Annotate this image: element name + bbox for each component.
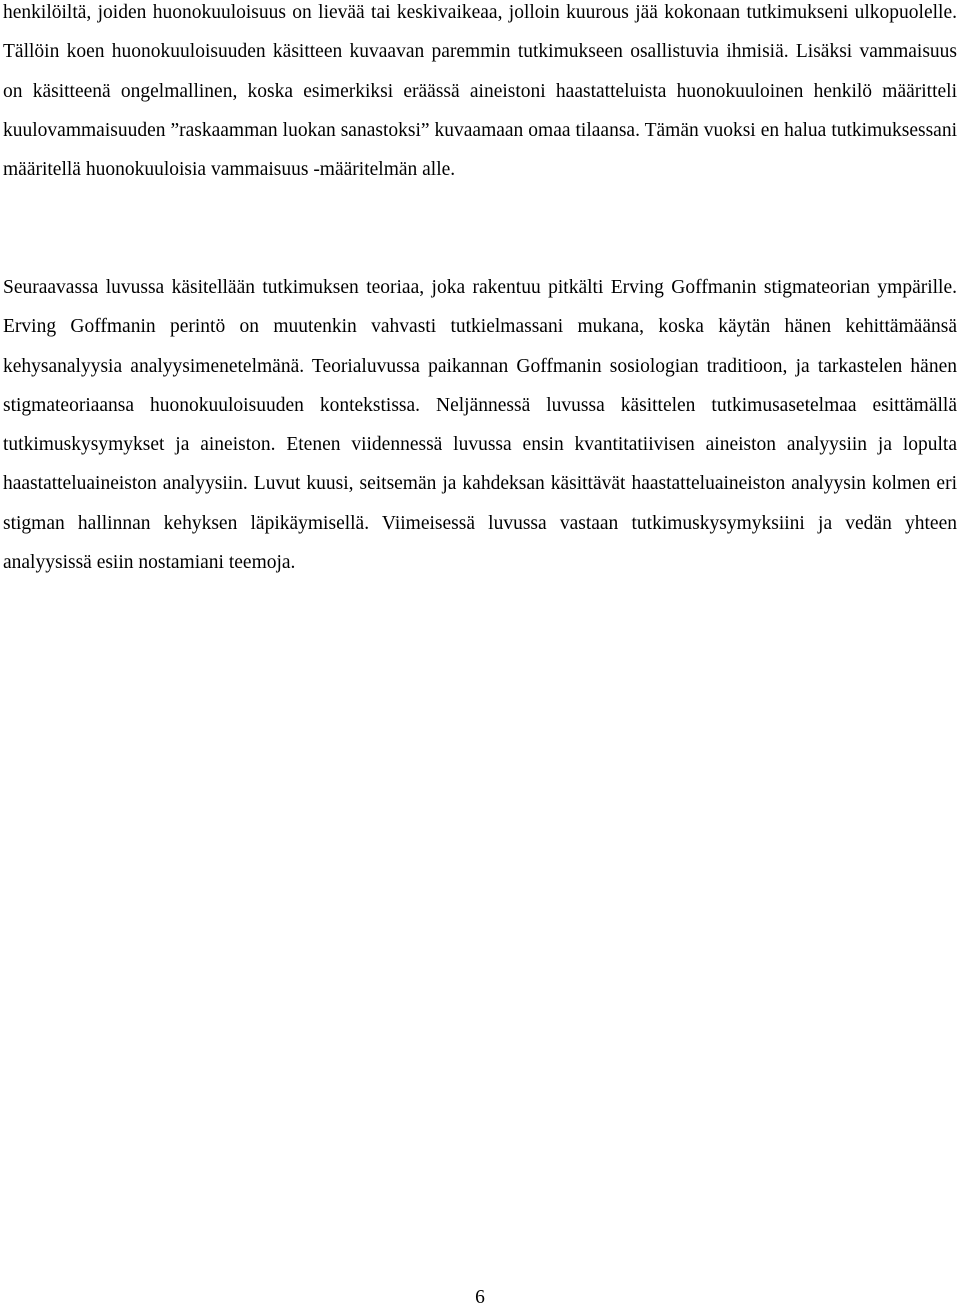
body-paragraph-1: henkilöiltä, joiden huonokuuloisuus on lievää tai keskivaikeaa, jolloin kuurous jää kokonaan tutkimukseni ulkopuolelle. Tällöin koen huonokuuloisuuden käsitteen kuvaavan paremmin tutkimukseen osallistuvia ihmisiä. Lisäksi vammaisuus on käsitteenä ongelmallinen, koska esimerkiksi eräässä aineistoni haastatteluista huonokuuloinen henkilö määritteli kuulovammaisuuden ”raskaamman luokan sanastoksi” kuvaamaan omaa tilaansa. Tämän vuoksi en halua tutkimuksessani määritellä huonokuuloisia vammaisuus -määritelmän alle. (3, 2, 957, 181)
body-paragraph-2: Seuraavassa luvussa käsitellään tutkimuksen teoriaa, joka rakentuu pitkälti Erving Goffmanin stigmateorian ympärille. Erving Goffmanin perintö on muutenkin vahvasti tutkielmassani mukana, koska käytän hänen kehittämäänsä kehysanalyysia analyysimenetelmänä. Teorialuvussa paikannan Goffmanin sosiologian traditioon, ja tarkastelen hänen stigmateoriaansa huonokuuloisuuden kontekstissa. Neljännessä luvussa käsittelen tutkimusasetelmaa esittämällä tutkimuskysymykset ja aineiston. Etenen viidennessä luvussa ensin kvantitatiivisen aineiston analyysiin ja lopulta haastatteluaineiston analyysiin. Luvut kuusi, seitsemän ja kahdeksan käsittävät haastatteluaineiston analyysin kolmen eri stigman hallinnan kehyksen läpikäymisellä. Viimeisessä luvussa vastaan tutkimuskysymyksiini ja vedän yhteen analyysissä esiin nostamiani teemoja. (3, 277, 957, 574)
page-number: 6 (475, 1287, 485, 1308)
